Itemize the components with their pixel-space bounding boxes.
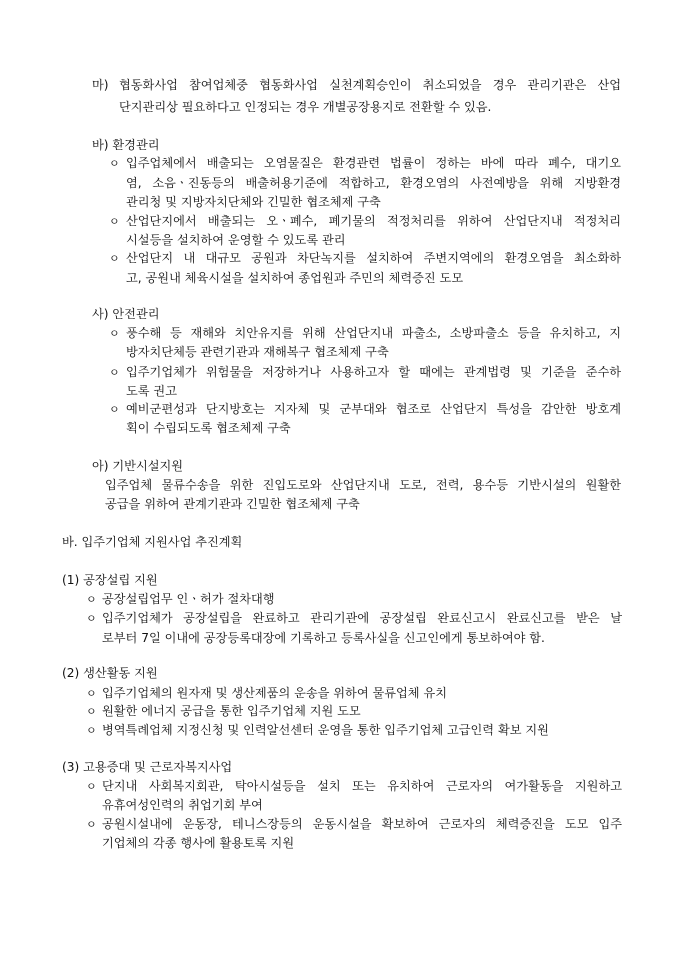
section-ba-item-1-line-3: 관리청 및 지방자치단체와 긴밀한 협조체제 구축 [126,195,381,209]
subsection-1-item-2-line-1: 입주기업체가 공장설립을 완료하고 관리기관에 공장설립 완료신고시 완료신고를 받은 날 [102,611,622,625]
subsection-2-item-1: 입주기업체의 원자재 및 생산제품의 운송을 위하여 물류업체 유치 [102,686,447,700]
section-sa-item-2-line-1: 입주기업체가 위험물을 저장하거나 사용하고자 할 때에는 관계법령 및 기준을 준수하 [126,365,621,379]
main-heading: 바. 입주기업체 지원사업 추진계획 [62,535,243,549]
bullet-icon: ㅇ [86,593,97,606]
subsection-3-item-2-line-2: 기업체의 각종 행사에 활용토록 지원 [102,836,295,850]
section-a-line-2: 공급을 위하여 관계기관과 긴밀한 협조체제 구축 [105,497,360,511]
section-ba-heading: 바) 환경관리 [92,138,160,152]
section-ma-label: 마) [92,78,109,92]
bullet-icon: ㅇ [109,252,120,265]
bullet-icon: ㅇ [86,612,97,625]
subsection-1-heading: (1) 공장설립 지원 [62,573,158,587]
subsection-1-item-2-line-2: 로부터 7일 이내에 공장등록대장에 기록하고 등록사실을 신고인에게 통보하여야 함. [102,631,545,645]
bullet-icon: ㅇ [86,818,97,831]
subsection-1-item-1: 공장설립업무 인ㆍ허가 절차대행 [102,592,275,606]
section-sa-item-2-line-2: 도록 권고 [126,384,177,398]
section-ba-item-1-line-1: 입주업체에서 배출되는 오염물질은 환경관련 법률이 정하는 바에 따라 폐수, 대기오 [126,156,621,170]
subsection-3-item-1-line-2: 유휴여성인력의 취업기회 부여 [102,798,263,812]
subsection-3-heading: (3) 고용증대 및 근로자복지사업 [62,760,233,774]
section-ba-item-3-line-1: 산업단지 내 대규모 공원과 차단녹지를 설치하여 주변지역에의 환경오염을 최소화하 [126,251,621,265]
bullet-icon: ㅇ [109,366,120,379]
section-ba-item-1-line-2: 염, 소음ㆍ진동등의 배출허용기준에 적합하고, 환경오염의 사전예방을 위해 지방환경 [126,176,621,190]
section-sa-item-1-line-2: 방자치단체등 관련기관과 재해복구 협조체제 구축 [126,345,389,359]
bullet-icon: ㅇ [109,327,120,340]
bullet-icon: ㅇ [86,687,97,700]
bullet-icon: ㅇ [86,780,97,793]
section-ba-item-2-line-1: 산업단지에서 배출되는 오ㆍ폐수, 폐기물의 적정처리를 위하여 산업단지내 적정처리 [126,214,621,228]
subsection-2-heading: (2) 생산활동 지원 [62,666,158,680]
subsection-3-item-1-line-1: 단지내 사회복지회관, 탁아시설등을 설치 또는 유치하여 근로자의 여가활동을 지원하고 [102,779,622,793]
section-ma-line-2: 단지관리상 필요하다고 인정되는 경우 개별공장용지로 전환할 수 있음. [119,100,492,114]
subsection-2-item-3: 병역특례업체 지정신청 및 인력알선센터 운영을 통한 입주기업체 고급인력 확보 지원 [102,723,549,737]
section-sa-item-3-line-1: 예비군편성과 단지방호는 지자체 및 군부대와 협조로 산업단지 특성을 감안한 방호계 [126,402,621,416]
section-sa-item-1-line-1: 풍수해 등 재해와 치안유지를 위해 산업단지내 파출소, 소방파출소 등을 유치하고, 지 [126,326,621,340]
section-sa-item-3-line-2: 획이 수립되도록 협조체제 구축 [126,421,291,435]
section-a-heading: 아) 기반시설지원 [92,459,184,473]
bullet-icon: ㅇ [109,403,120,416]
section-ba-item-3-line-2: 고, 공원내 체육시설을 설치하여 종업원과 주민의 체력증진 도모 [126,271,464,285]
bullet-icon: ㅇ [109,157,120,170]
section-ma-line-1: 협동화사업 참여업체중 협동화사업 실천계획승인이 취소되었을 경우 관리기관은 산업 [119,78,621,92]
subsection-3-item-2-line-1: 공원시설내에 운동장, 테니스장등의 운동시설을 확보하여 근로자의 체력증진을 도모 입주 [102,817,622,831]
subsection-2-item-2: 원활한 에너지 공급을 통한 입주기업체 지원 도모 [102,704,361,718]
section-ba-item-2-line-2: 시설등을 설치하여 운영할 수 있도록 관리 [126,233,346,247]
bullet-icon: ㅇ [86,724,97,737]
section-a-line-1: 입주업체 물류수송을 위한 진입도로와 산업단지내 도로, 전력, 용수등 기반시설의 원활한 [105,478,621,492]
section-sa-heading: 사) 안전관리 [92,307,160,321]
bullet-icon: ㅇ [109,215,120,228]
bullet-icon: ㅇ [86,705,97,718]
